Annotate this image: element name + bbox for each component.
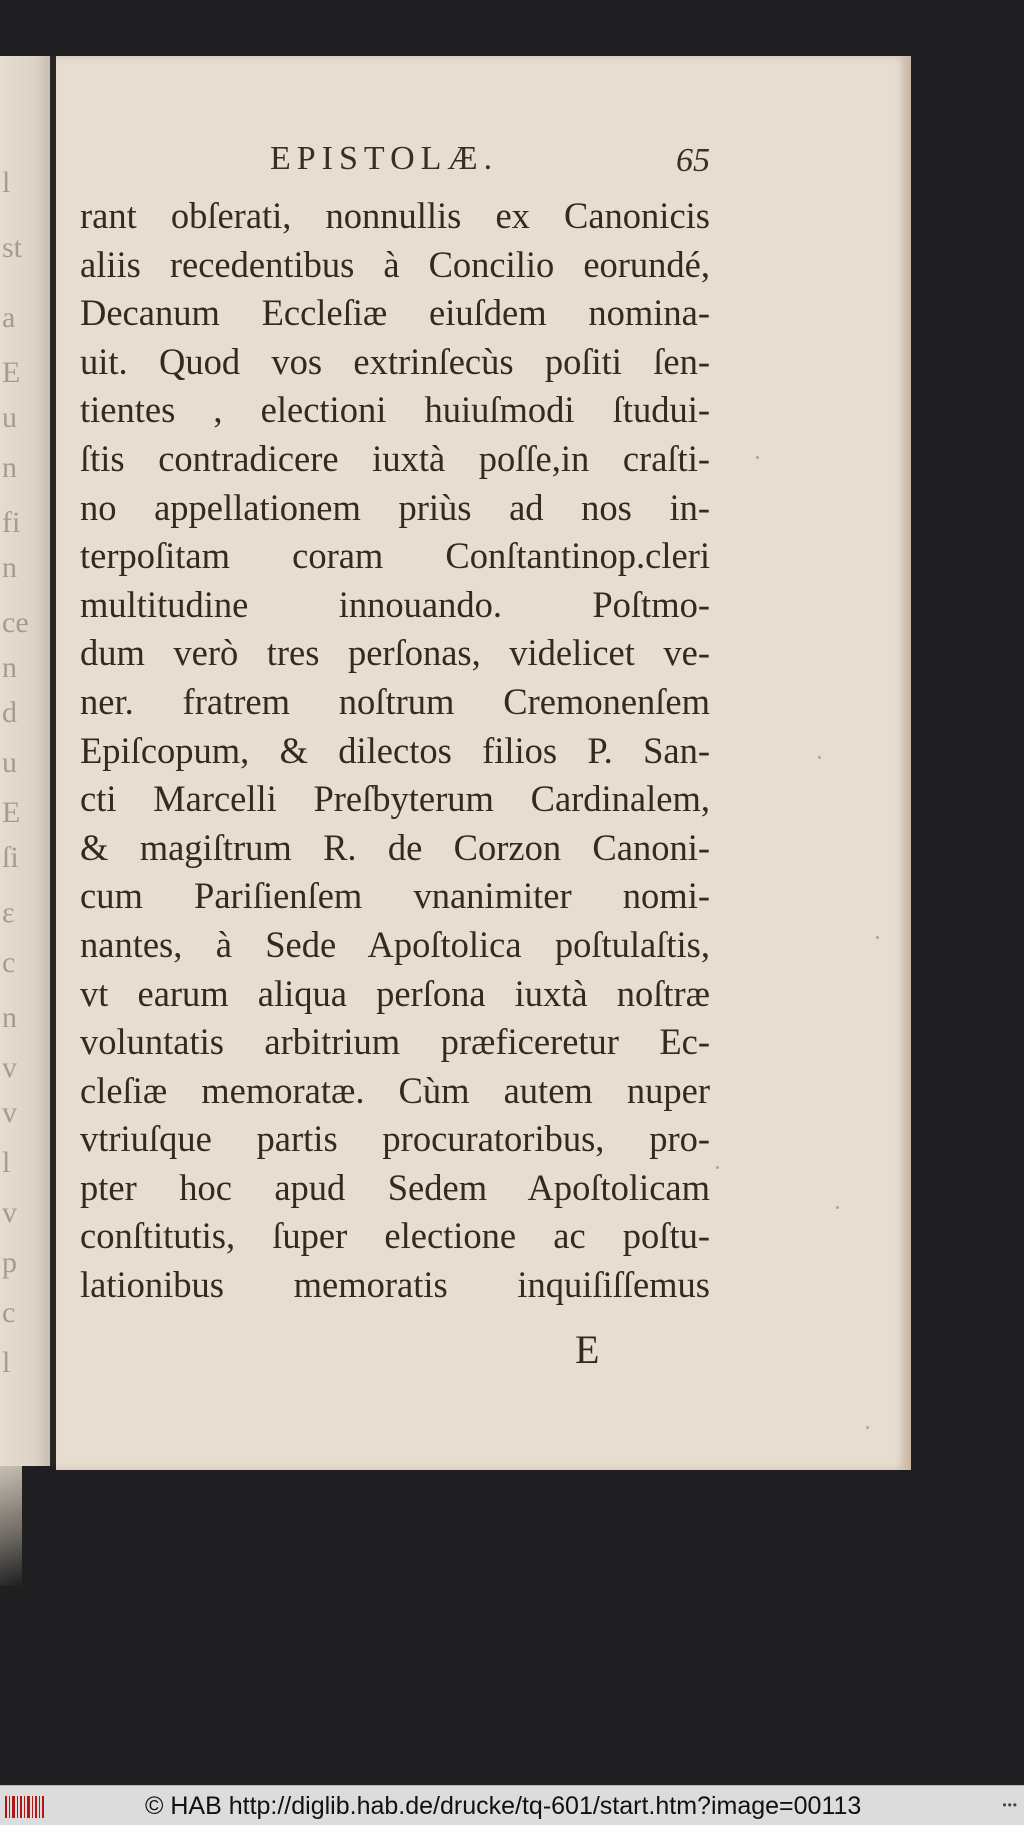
hab-barcode-logo-icon[interactable] [4,1794,46,1820]
paper-speck [756,456,759,459]
text-line: dum verò tres perſonas, videlicet ve- [80,632,710,674]
bleed-through-glyph: st [2,231,23,264]
text-line: no appellationem priùs ad nos in- [80,486,710,528]
footer-copyright-link[interactable]: © HAB http://diglib.hab.de/drucke/tq-601/start.htm?image=00113 [145,1792,862,1820]
bleed-through-glyph: fi [2,506,21,539]
text-line: & magiſtrum R. de Corzon Canoni- [80,826,710,868]
bleed-through-glyph: c [2,1296,16,1329]
bleed-through-glyph: p [2,1246,17,1279]
bleed-through-glyph: d [2,696,17,729]
text-line: pter hoc apud Sedem Apoſtolicam [80,1166,710,1208]
bleed-through-glyph: v [2,1196,17,1229]
text-line: vtriuſque partis procuratoribus, pro- [80,1118,710,1160]
bleed-through-glyph: l [2,166,11,199]
bleed-through-glyph: c [2,946,16,979]
paper-speck [716,1166,719,1169]
text-line: uit. Quod vos extrinſecùs poſiti ſen- [80,340,710,382]
bleed-through-glyph: n [2,651,17,684]
text-line: nantes, à Sede Apoſtolica poſtulaſtis, [80,923,710,965]
text-line: lationibus memoratis inquiſiſſemus [80,1264,710,1306]
body-text [80,192,710,1310]
catchword: E [575,1327,600,1372]
footer-bar [0,1785,1024,1825]
text-line: cum Pariſienſem vnanimiter nomi- [80,875,710,917]
page-fold-shadow [0,1466,22,1586]
bleed-through-glyph: v [2,1096,17,1129]
running-head [270,140,710,184]
text-line: Epiſcopum, & dilectos filios P. San- [80,729,710,771]
text-line: voluntatis arbitrium præficeretur Ec- [80,1021,710,1063]
text-line: aliis recedentibus à Concilio eorundé, [80,243,710,285]
previous-page-edge [0,56,50,1466]
bleed-through-glyph: ε [2,896,15,929]
text-line: Decanum Eccleſiæ eiuſdem nomina- [80,292,710,334]
text-line: cleſiæ memoratæ. Cùm autem nuper [80,1069,710,1111]
bleed-through-glyph: l [2,1346,11,1379]
text-line: terpoſitam coram Conſtantinop.cleri [80,535,710,577]
running-head-title: EPISTOLÆ. [270,140,499,177]
page-number: 65 [676,142,710,179]
bleed-through-glyph: a [2,301,16,334]
bleed-through-glyph: ſi [2,841,19,874]
paper-speck [866,1426,869,1429]
bleed-through-glyph: ce [2,606,29,639]
text-line: vt earum aliqua perſona iuxtà noſtræ [80,972,710,1014]
more-options-icon[interactable]: ••• [1002,1798,1018,1812]
bleed-through-glyph: u [2,401,17,434]
bleed-through-glyph: l [2,1146,11,1179]
bleed-through-glyph: E [2,796,21,829]
bleed-through-glyph: n [2,1001,17,1034]
text-line: rant obſerati, nonnullis ex Canonicis [80,195,710,236]
paper-speck [836,1206,839,1209]
text-line: multitudine innouando. Poſtmo- [80,583,710,625]
text-line: cti Marcelli Preſbyterum Cardinalem, [80,778,710,820]
text-line: ner. fratrem noſtrum Cremonenſem [80,680,710,722]
bleed-through-glyph: n [2,451,17,484]
text-line: ſtis contradicere iuxtà poſſe,in craſti- [80,437,710,479]
bleed-through-glyph: E [2,356,21,389]
bleed-through-glyph: u [2,746,17,779]
text-line: tientes , electioni huiuſmodi ſtudui- [80,389,710,431]
paper-speck [876,936,879,939]
text-line: conſtitutis, ſuper electione ac poſtu- [80,1215,710,1257]
bleed-through-glyph: v [2,1051,17,1084]
bleed-through-glyph: n [2,551,17,584]
paper-speck [818,756,821,759]
